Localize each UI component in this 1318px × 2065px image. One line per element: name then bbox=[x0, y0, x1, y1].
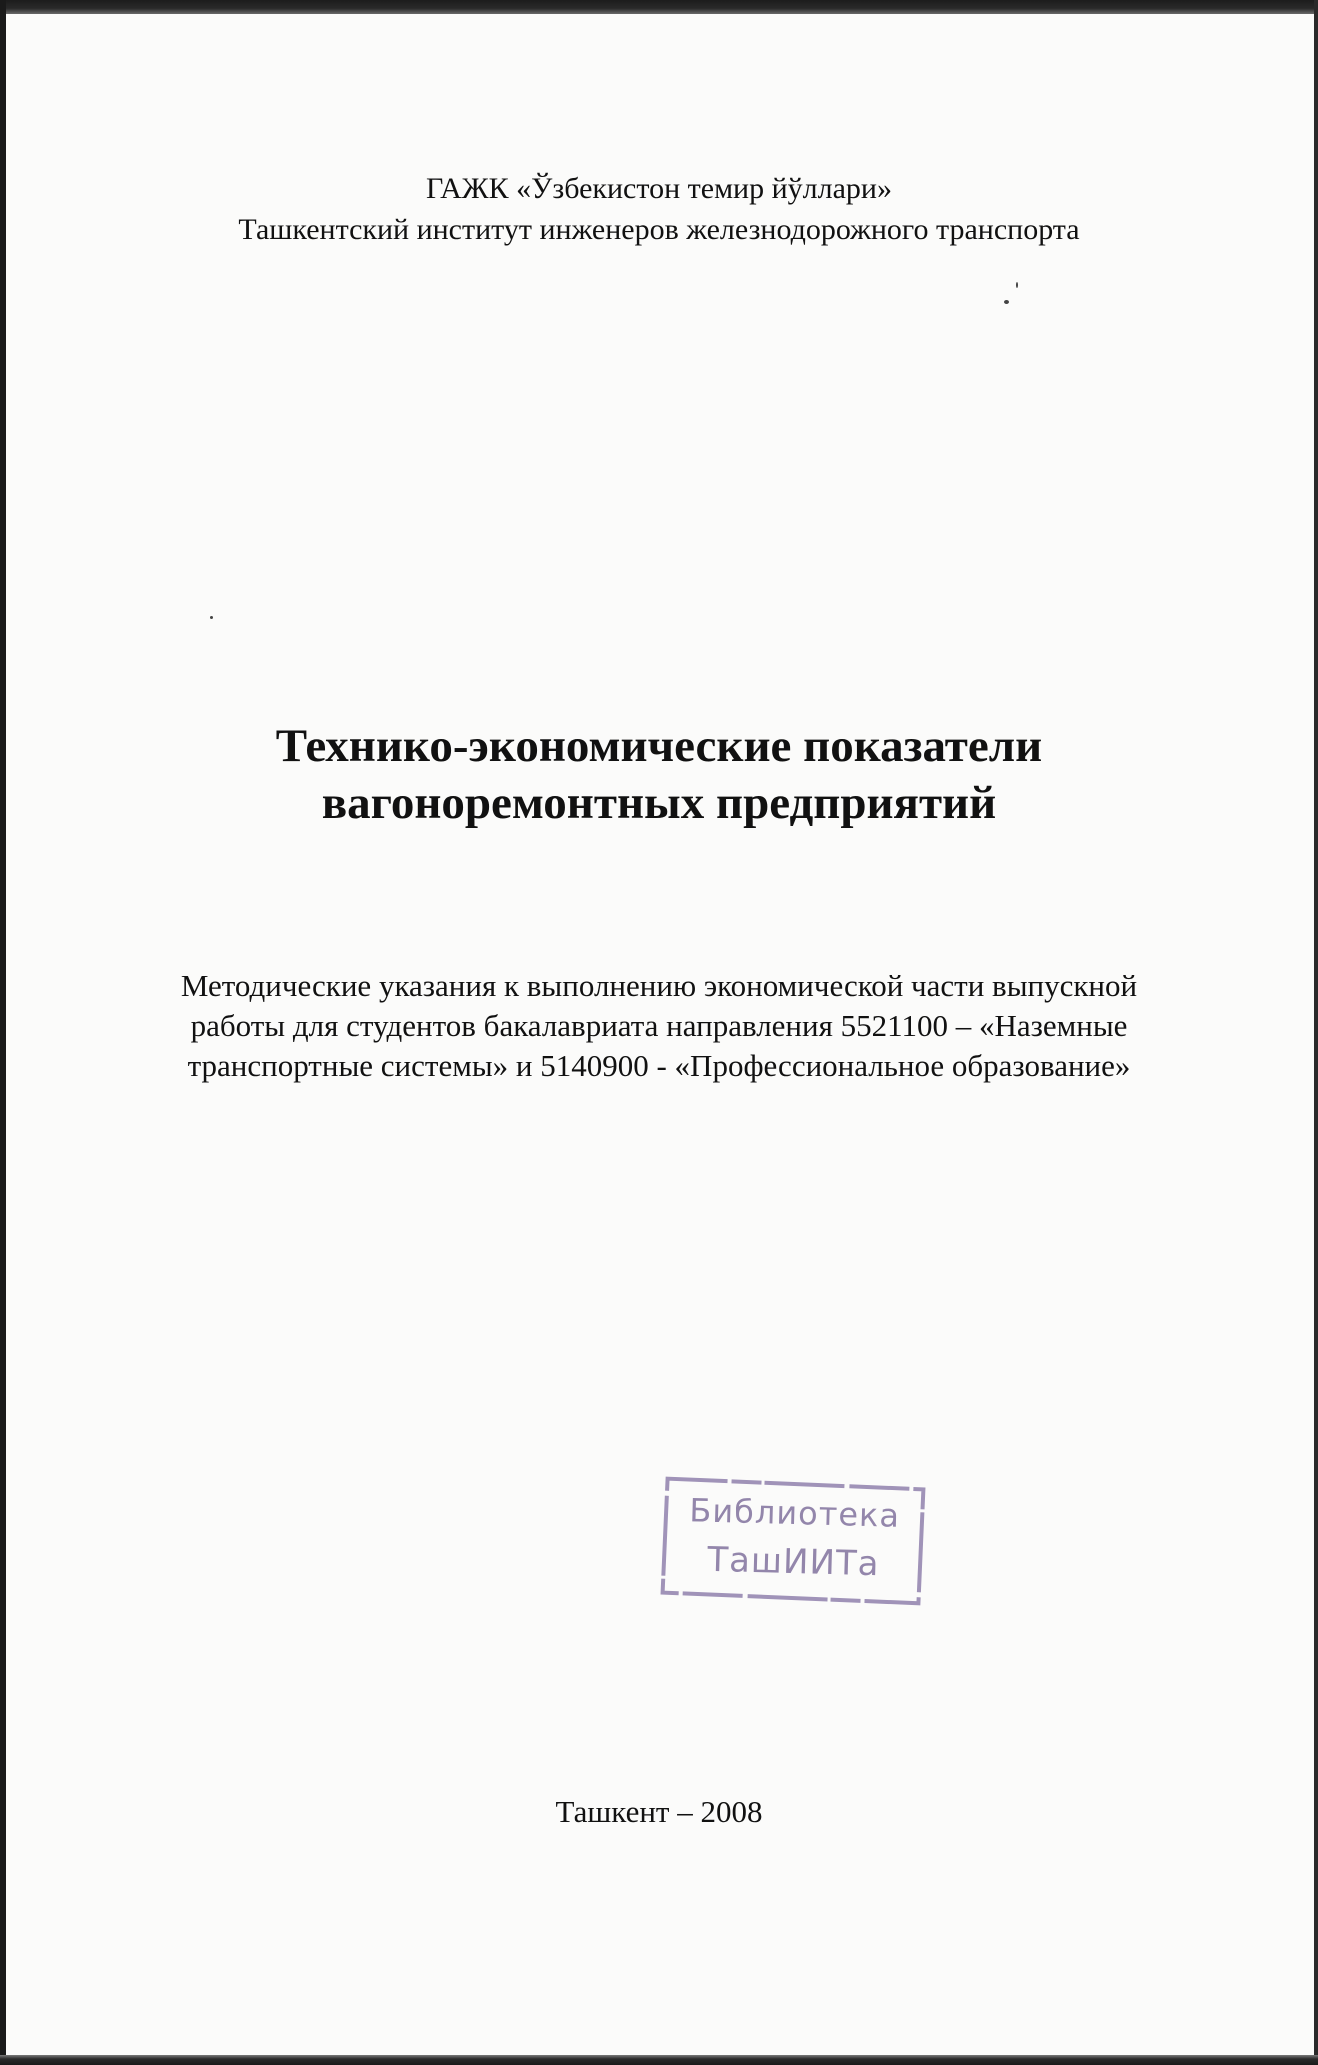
subtitle-line-2: работы для студентов бакалавриата направления 5521100 – «Наземные bbox=[190, 1008, 1128, 1043]
library-stamp bbox=[658, 1473, 929, 1610]
header-organization: ГАЖК «Ўзбекистон темир йўллари» bbox=[426, 172, 892, 205]
title-line-2: вагоноремонтных предприятий bbox=[321, 777, 997, 829]
scan-edge-bottom bbox=[0, 2055, 1318, 2065]
document-footer bbox=[0, 1792, 1318, 1832]
scan-speck bbox=[1016, 282, 1018, 288]
subtitle-line-3: транспортные системы» и 5140900 - «Профессиональное образование» bbox=[187, 1048, 1131, 1083]
header-institute: Ташкентский институт инженеров железнодорожного транспорта bbox=[238, 213, 1080, 246]
scan-speck bbox=[210, 616, 213, 619]
scan-edge-top bbox=[0, 0, 1318, 14]
stamp-line-1: Библиотека bbox=[688, 1491, 901, 1535]
document-title bbox=[0, 718, 1318, 832]
subtitle-line-1: Методические указания к выполнению экономической части выпускной bbox=[180, 968, 1138, 1003]
document-subtitle bbox=[0, 966, 1318, 1086]
scan-speck bbox=[1004, 300, 1009, 304]
footer-city-year: Ташкент – 2008 bbox=[555, 1794, 763, 1829]
institution-header bbox=[0, 168, 1318, 250]
title-line-1: Технико-экономические показатели bbox=[275, 720, 1043, 772]
stamp-line-2: ТашИИТа bbox=[706, 1539, 881, 1585]
